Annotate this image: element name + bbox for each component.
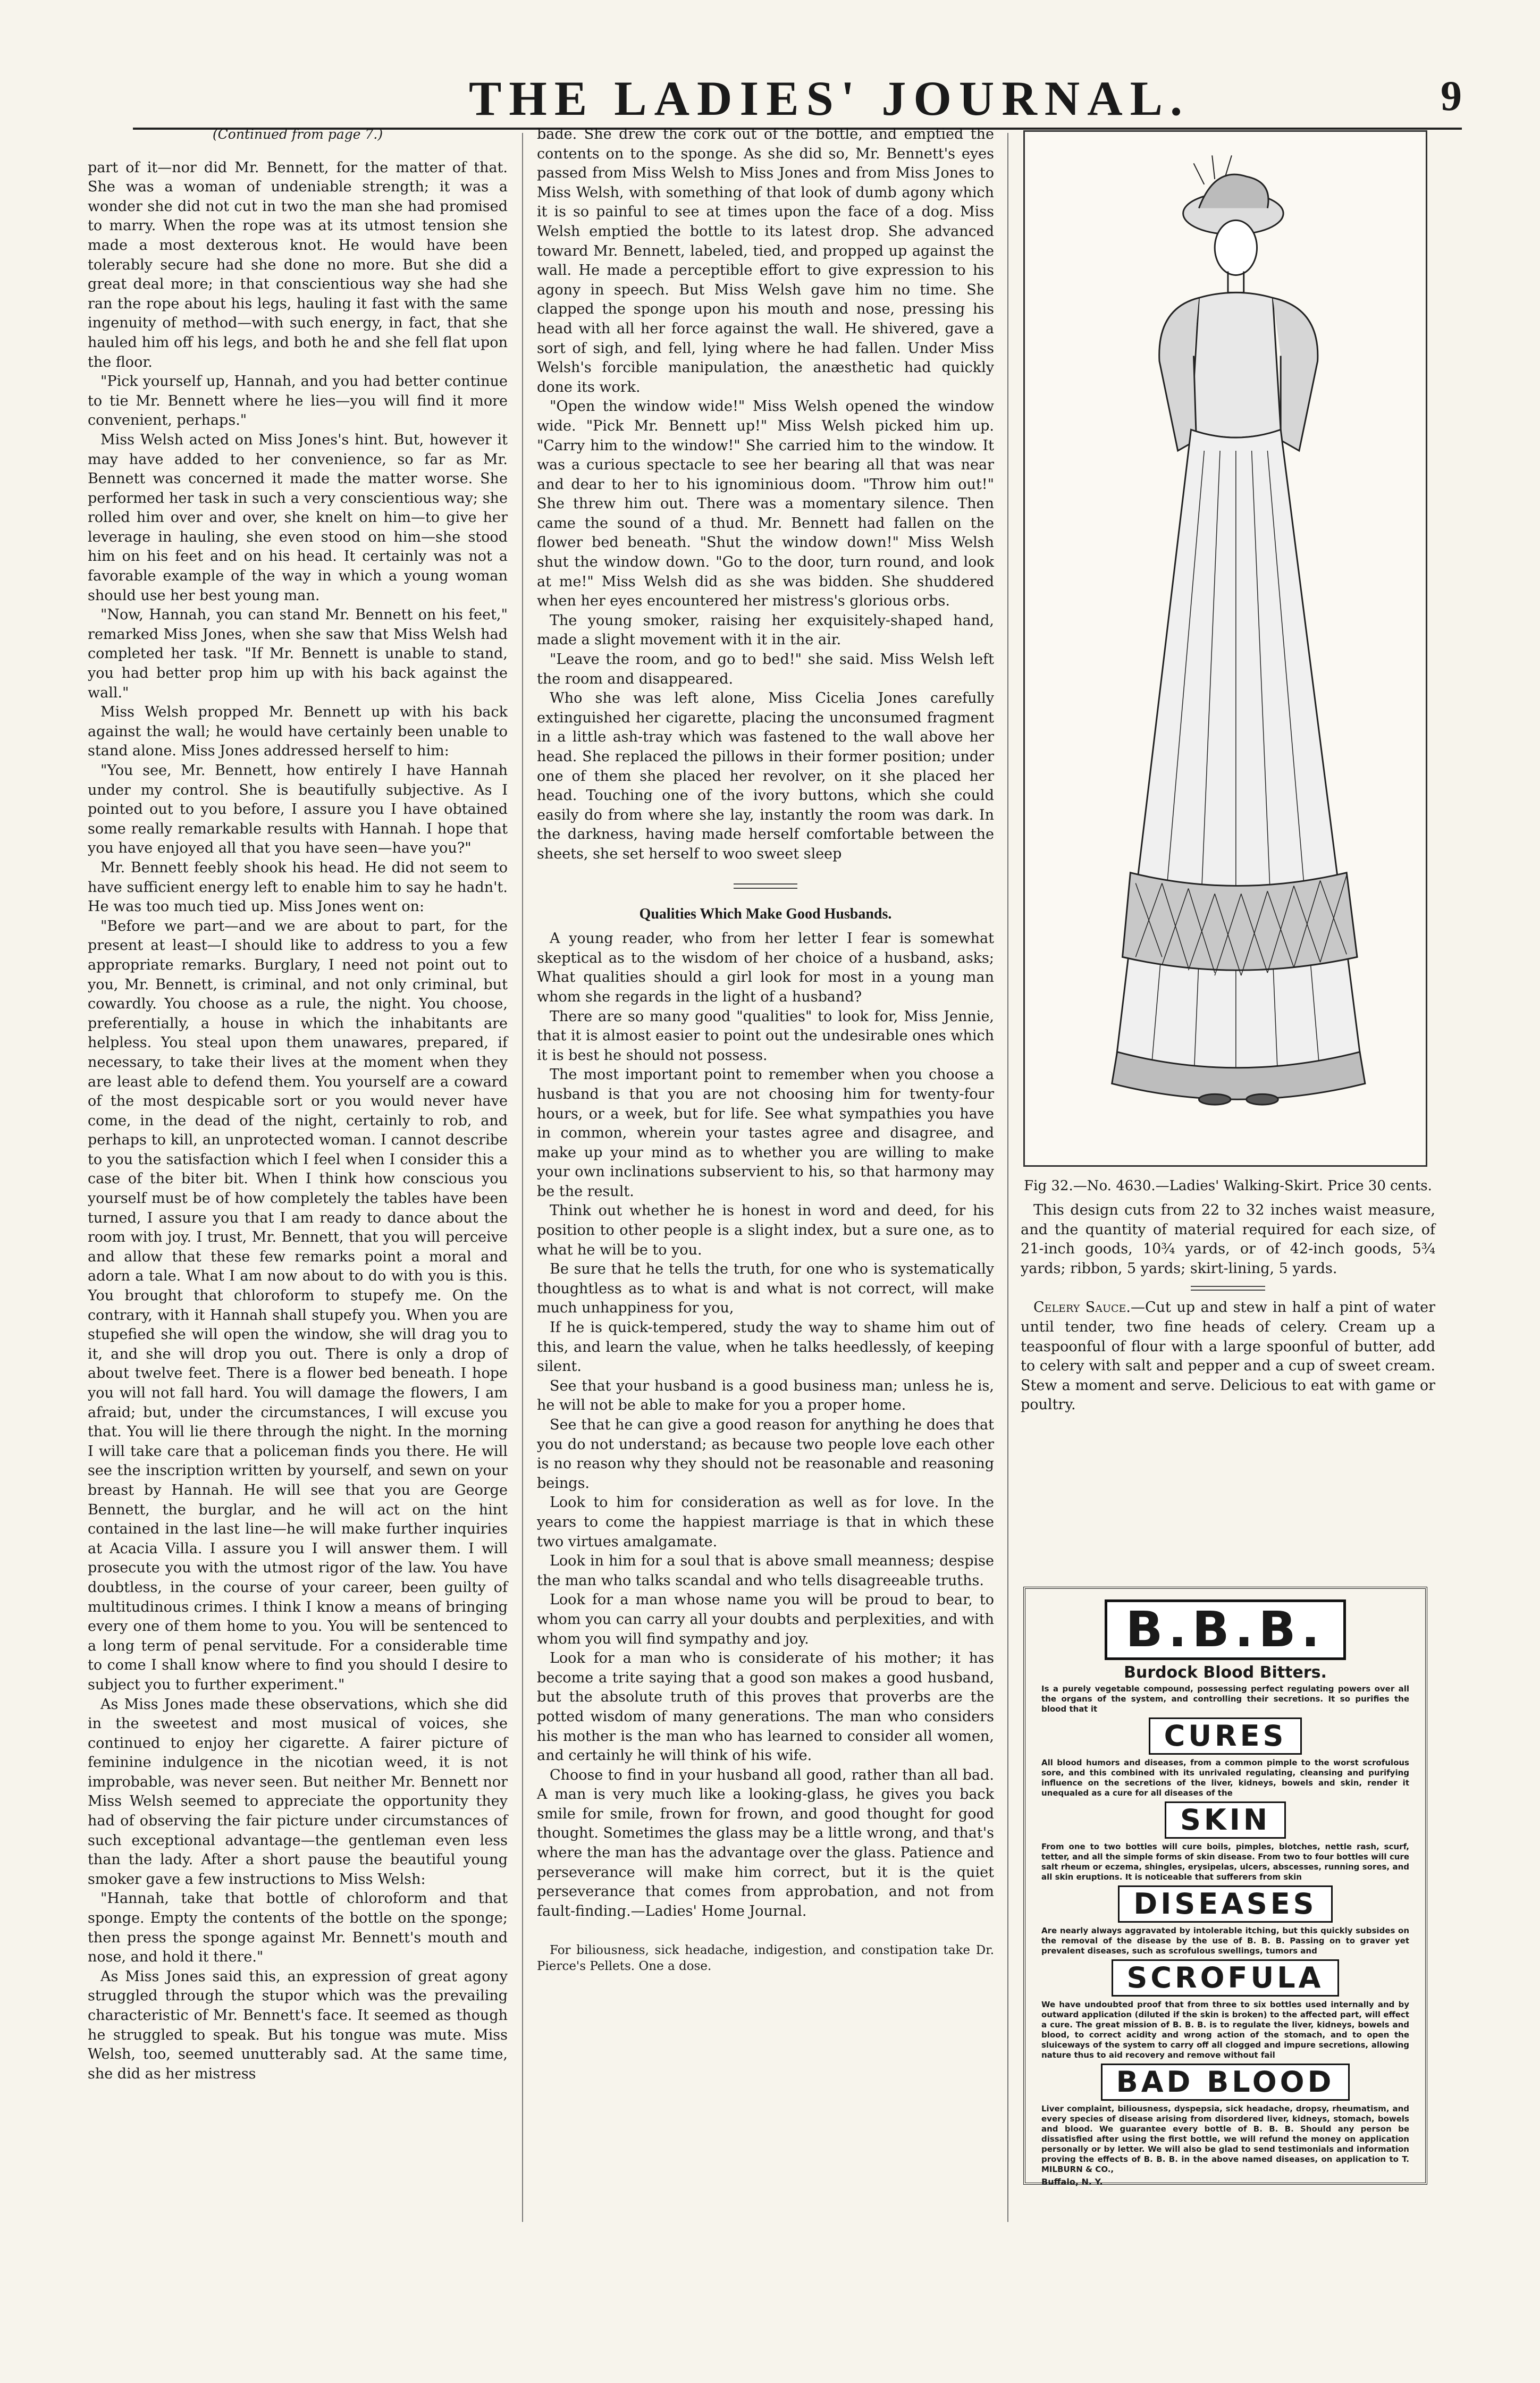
section-heading: Qualities Which Make Good Husbands. bbox=[639, 905, 892, 922]
left-column bbox=[88, 125, 508, 2084]
ad-skin-text: From one to two bottles will cure boils, pimples, blotches, nettle rash, scurf, tetter, and all the simple forms of skin disease. From two to four bottles will cure salt rheum or eczema, shingles, erysipelas, ulcers, abscesses, running sores, and all skin eruptions. It is noticeable that sufferers from skin bbox=[1041, 1842, 1409, 1882]
story-paragraph: "Before we part—and we are about to part, for the present at least—I should like to address to you a few appropriate remarks. Burglary, I need not point out to you, Mr. Bennett, is criminal, and not only criminal, but cowardly. You choose as a rule, the night. You choose, preferentially, a house in which the inhabitants are helpless. You steal upon them unawares, prepared, if necessary, to take their lives at the moment when they are least able to defend them. You yourself are a coward of the most despicable sort or you would never have come, in the dead of the night, certainly to rob, and perhaps to kill, an unprotected woman. I cannot describe to you the satisfaction which I feel when I consider this a case of the biter bit. When I think how conscious you yourself must be of how completely the tables have been turned, I assure you that I am ready to dance about the room with joy. I trust, Mr. Bennett, that you will perceive and allow that these few remarks point a moral and adorn a tale. What I am now about to do with you is this. You brought that chloroform to stupefy me. On the contrary, with it Hannah shall stupefy you. When you are stupefied she will open the window, she will drag you to it, and she will drop you out. There is only a drop of about twelve feet. There is a flower bed beneath. I hope you will not fall hard. You will damage the flowers, I am afraid; but, under the circumstances, I will excuse you that. You will lie there through the night. In the morning I will take care that a policeman finds you there. He will see the inscription written by yourself, and sewn on your breast by Hannah. He will see that you are George Bennett, the burglar, and he will act on the hint contained in the last line—he will make further inquiries at Acacia Villa. I assure you I will answer them. I will prosecute you with the utmost rigor of the law. You have doubtless, in the course of your career, been guilty of multitudinous crimes. I think I know a means of bringing every one of them home to you. You will be sentenced to a long term of penal servitude. For a considerable time to come I shall know where to find you should I desire to subject you to further experiment." bbox=[88, 917, 508, 1693]
ad-cures: CURES bbox=[1149, 1717, 1302, 1755]
middle-column bbox=[537, 125, 994, 1974]
section-divider bbox=[1191, 1286, 1265, 1291]
ad-diseases: DISEASES bbox=[1118, 1885, 1332, 1923]
ad-bad-blood: BAD BLOOD bbox=[1101, 2064, 1350, 2101]
bitters-advertisement bbox=[1023, 1587, 1427, 2185]
ad-brand: B.B.B. bbox=[1105, 1599, 1345, 1660]
walking-skirt-illustration bbox=[1023, 130, 1427, 1167]
recipe-title: Celery Sauce. bbox=[1033, 1299, 1131, 1316]
story-paragraph: Miss Welsh acted on Miss Jones's hint. But, however it may have added to her convenience, so far as Mr. Bennett was concerned it made the matter worse. She performed her task in such a very conscientious way; she rolled him over and over, she knelt on him—to give her leverage in hauling, she even stood on him—she stood him on his feet and on his head. It certainly was not a favorable example of the way in which a young woman should use her best young man. bbox=[88, 431, 508, 604]
ad-diseases-banner bbox=[1041, 1885, 1409, 1923]
article-paragraph: Be sure that he tells the truth, for one who is systematically thoughtless as to what is and what is not correct, will make much unhappiness for you, bbox=[537, 1261, 994, 1317]
pellets-footnote: For biliousness, sick headache, indigestion, and constipation take Dr. Pierce's Pellets. One a dose. bbox=[537, 1943, 994, 1974]
ad-scrofula: SCROFULA bbox=[1112, 1959, 1340, 1997]
column-divider bbox=[1007, 133, 1008, 2222]
article-paragraph: A young reader, who from her letter I fear is somewhat skeptical as to the wisdom of her choice of a husband, asks; What qualities should a girl look for most in a young man whom she regards in the light of a husband? bbox=[537, 930, 994, 1005]
ad-skin-banner bbox=[1041, 1801, 1409, 1839]
ad-subtitle: Burdock Blood Bitters. bbox=[1124, 1663, 1327, 1682]
story-paragraph: Who she was left alone, Miss Cicelia Jones carefully extinguished her cigarette, placing the unconsumed fragment in a little ash-tray which was fastened to the wall above her head. She replaced the pillows in their former position; under one of them she placed her revolver, on it she placed her head. Touching one of the ivory buttons, which she could easily do from where she lay, instantly the room was dark. In the darkness, having made herself comfortable between the sheets, she set herself to woo sweet sleep bbox=[537, 690, 994, 862]
story-paragraph: As Miss Jones said this, an expression of great agony struggled through the stupor which was the prevailing characteristic of Mr. Bennett's face. It seemed as though he struggled to speak. But his tongue was mute. Miss Welsh, too, seemed unutterably sad. At the same time, she did as her mistress bbox=[88, 1968, 508, 2082]
story-paragraph: "You see, Mr. Bennett, how entirely I have Hannah under my control. She is beautifully subjective. As I pointed out to you before, I assure you I have obtained some really remarkable results with Hannah. I hope that you have enjoyed all that you have seen—have you?" bbox=[88, 762, 508, 857]
article-paragraph: Look for a man who is considerate of his mother; it has become a trite saying that a good son makes a good husband, but the absolute truth of this proves that proverbs are the potted wisdom of many generations. The man who considers his mother is the man who has learned to consider all women, and certainly he will think of his wife. bbox=[537, 1650, 994, 1764]
article-paragraph: If he is quick-tempered, study the way to shame him out of this, and learn the value, when he talks heedlessly, of keeping silent. bbox=[537, 1319, 994, 1375]
ad-scrofula-banner bbox=[1041, 1959, 1409, 1997]
column-divider bbox=[522, 133, 523, 2222]
right-column bbox=[1021, 1172, 1435, 1415]
ad-bad-blood-banner bbox=[1041, 2064, 1409, 2101]
story-paragraph: bade. She drew the cork out of the bottle, and emptied the contents on to the sponge. As she did so, Mr. Bennett's eyes passed from Miss Welsh to Miss Jones and from Miss Jones to Miss Welsh, with something of that look of dumb agony which it is so painful to see at times upon the face of a dog. Miss Welsh emptied the bottle to its latest drop. She advanced toward Mr. Bennett, labeled, tied, and propped up against the wall. He made a perceptible effort to give expression to his agony in speech. But Miss Welsh gave him no time. She clapped the sponge upon his mouth and nose, pressing his head with all her force against the wall. He shivered, gave a sort of sigh, and fell, lying where he had fallen. Under Miss Welsh's forcible manipulation, the anæsthetic had quickly done its work. bbox=[537, 126, 994, 395]
story-paragraph: "Now, Hannah, you can stand Mr. Bennett on his feet," remarked Miss Jones, when she saw that Miss Welsh had completed her task. "If Mr. Bennett is unable to stand, you had better prop him up with his back against the wall." bbox=[88, 607, 508, 701]
story-paragraph: The young smoker, raising her exquisitely-shaped hand, made a slight movement with it in the air. bbox=[537, 612, 994, 649]
ad-bad-blood-text: Liver complaint, biliousness, dyspepsia, sick headache, dropsy, rheumatism, and every species of disease arising from disordered liver, kidneys, stomach, bowels and blood. We guarantee every bottle of B. B. B. Should any person be dissatisfied after using the first bottle, we will refund the money on application personally or by letter. We will also be glad to send testimonials and information proving the effects of B. B. B. in the above named diseases, on application to T. MILBURN & CO., bbox=[1041, 2104, 1409, 2174]
story-paragraph: "Leave the room, and go to bed!" she said. Miss Welsh left the room and disappeared. bbox=[537, 651, 994, 687]
dress-figure-drawing bbox=[1025, 132, 1426, 1165]
ad-brand-banner bbox=[1041, 1599, 1409, 1660]
story-paragraph: "Open the window wide!" Miss Welsh opened the window wide. "Pick Mr. Bennett up!" Miss Welsh picked him up. "Carry him to the window!" She carried him to the window. It was a curious spectacle to see her bearing all that was near and dear to her to his ignominious doom. "Throw him out!" She threw him out. There was a momentary silence. Then came the sound of a thud. Mr. Bennett had fallen on the flower bed beneath. "Shut the window down!" Miss Welsh shut the window down. "Go to the door, turn round, and look at me!" Miss Welsh did as she was bidden. She shuddered when her eyes encountered her mistress's glorious orbs. bbox=[537, 398, 994, 610]
continued-from-note: (Continued from page 7.) bbox=[212, 127, 383, 142]
ad-cures-banner bbox=[1041, 1717, 1409, 1755]
ad-cures-text: All blood humors and diseases, from a common pimple to the worst scrofulous sore, and this combined with its unrivaled regulating, cleansing and purifying influence on the secretions of the liver, kidneys, bowels and skin, render it unequaled as a cure for all diseases of the bbox=[1041, 1758, 1409, 1798]
article-paragraph: Look for a man whose name you will be proud to bear, to whom you can carry all your doubts and perplexities, and with whom you will find sympathy and joy. bbox=[537, 1592, 994, 1647]
story-paragraph: "Pick yourself up, Hannah, and you had better continue to tie Mr. Bennett where he lies—you will find it more convenient, perhaps." bbox=[88, 373, 508, 429]
article-paragraph: See that your husband is a good business man; unless he is, he will not be able to make for you a proper home. bbox=[537, 1377, 994, 1414]
article-paragraph: See that he can give a good reason for anything he does that you do not understand; as because two people love each other is no reason why they should not be reasonable and reasoning beings. bbox=[537, 1417, 994, 1492]
masthead bbox=[133, 69, 1462, 128]
article-paragraph: Think out whether he is honest in word and deed, for his position to other people is a slight index, but a sure one, as to what he will be to you. bbox=[537, 1202, 994, 1258]
ad-diseases-text: Are nearly always aggravated by intolerable itching, but this quickly subsides on the removal of the disease by the use of B. B. B. Passing on to graver yet prevalent diseases, such as scrofulous swellings, tumors and bbox=[1041, 1926, 1409, 1956]
ad-scrofula-text: We have undoubted proof that from three to six bottles used internally and by outward application (diluted if the skin is broken) to the affected part, will effect a cure. The great mission of B. B. B. is to regulate the liver, kidneys, bowels and blood, to correct acidity and wrong action of the stomach, and to open the sluiceways of the system to carry off all clogged and impure secretions, allowing nature thus to aid recovery and remove without fail bbox=[1041, 2000, 1409, 2060]
recipe-paragraph bbox=[1021, 1298, 1435, 1415]
article-paragraph: There are so many good "qualities" to look for, Miss Jennie, that it is almost easier to point out the undesirable ones which it is best he should not possess. bbox=[537, 1008, 994, 1064]
article-paragraph: The most important point to remember when you choose a husband is that you are not choosing him for twenty-four hours, or a week, but for life. See what sympathies you have in common, wherein your tastes agree and disagree, and make up your mind as to whether you are willing to make your own inclinations subservient to his, so that harmony may be the result. bbox=[537, 1066, 994, 1200]
journal-title: THE LADIES' JOURNAL. bbox=[468, 71, 1190, 125]
story-paragraph: Mr. Bennett feebly shook his head. He did not seem to have sufficient energy left to enable him to say he hadn't. He was too much tied up. Miss Jones went on: bbox=[88, 859, 508, 915]
article-paragraph: Choose to find in your husband all good, rather than all bad. A man is very much like a looking-glass, he gives you back smile for smile, frown for frown, and good thought for good thought. Sometimes the glass may be a little wrong, and that's where the man has the advantage over the glass. Patience and perseverance will make him correct, but it is the quiet perseverance that comes from approbation, and not from fault-finding.—Ladies' Home Journal. bbox=[537, 1766, 994, 1919]
section-divider bbox=[734, 883, 797, 889]
article-paragraph: Look in him for a soul that is above small meanness; despise the man who talks scandal and who tells disagreeable truths. bbox=[537, 1553, 994, 1589]
story-paragraph: "Hannah, take that bottle of chloroform and that sponge. Empty the contents of the bottle on the sponge; then press the sponge against Mr. Bennett's mouth and nose, and hold it there." bbox=[88, 1890, 508, 1966]
ad-intro: Is a purely vegetable compound, possessing perfect regulating powers over all the organs of the system, and controlling their secretions. It so purifies the blood that it bbox=[1041, 1684, 1409, 1714]
ad-skin: SKIN bbox=[1165, 1801, 1286, 1839]
page-number: 9 bbox=[1441, 73, 1462, 120]
recipe-body: —Cut up and stew in half a pint of water until tender, two fine heads of celery. Cream up a teaspoonful of flour with a large spoonful of butter, add to celery with salt and pepper and a cup of sweet cream. Stew a moment and serve. Delicious to eat with game or poultry. bbox=[1021, 1299, 1435, 1413]
pattern-description: This design cuts from 22 to 32 inches waist measure, and the quantity of material required for each size, of 21-inch goods, 10¾ yards, or of 42-inch goods, 5¾ yards; ribbon, 5 yards; skirt-lining, 5 yards. bbox=[1021, 1202, 1435, 1277]
story-paragraph: Miss Welsh propped Mr. Bennett up with his back against the wall; he would have certainly been unable to stand alone. Miss Jones addressed herself to him: bbox=[88, 704, 508, 760]
story-paragraph: part of it—nor did Mr. Bennett, for the matter of that. She was a woman of undeniable strength; it was a wonder she did not cut in two the man she had promised to marry. When the rope was at its utmost tension she made a most dexterous knot. He would have been tolerably secure had she done no more. But she did a great deal more; in that conscientious way she had she ran the rope about his legs, hauling it fast with the same ingenuity of method—with such energy, in fact, that she hauled him off his legs, and both he and she fell flat upon the floor. bbox=[88, 159, 508, 370]
ad-signature: Buffalo, N. Y. bbox=[1041, 2177, 1103, 2187]
figure-caption: Fig 32.—No. 4630.—Ladies' Walking-Skirt. Price 30 cents. bbox=[1024, 1178, 1432, 1194]
article-paragraph: Look to him for consideration as well as for love. In the years to come the happiest marriage is that in which these two virtues amalgamate. bbox=[537, 1494, 994, 1550]
story-paragraph: As Miss Jones made these observations, which she did in the sweetest and most musical of voices, she continued to enjoy her cigarette. A fairer picture of feminine indulgence in the nicotian weed, it is not improbable, was never seen. But neither Mr. Bennett nor Miss Welsh seemed to appreciate the opportunity they had of observing the fair picture under circumstances of such exceptional advantage—the gentleman even less than the lady. After a short pause the beautiful young smoker gave a few instructions to Miss Welsh: bbox=[88, 1696, 508, 1888]
